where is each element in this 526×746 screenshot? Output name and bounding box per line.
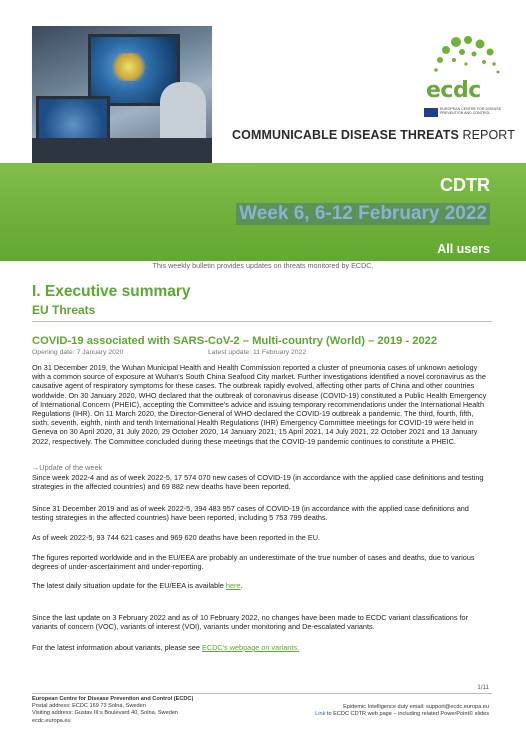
opening-date: Opening date: 7 January 2020 <box>32 349 124 356</box>
threat-title: COVID-19 associated with SARS-CoV-2 – Multi-country (World) – 2019 - 2022 <box>32 335 438 347</box>
footer-cdtr-link[interactable]: Link <box>315 711 326 718</box>
banner-week: Week 6, 6-12 February 2022 <box>236 203 490 225</box>
update-paragraph-5 <box>32 581 492 590</box>
update-paragraph-3: As of week 2022-5, 93 744 621 cases and 969 620 deaths have been reported in the EU. <box>32 533 321 542</box>
ecdc-logo <box>396 30 506 116</box>
header-photo <box>32 26 212 164</box>
banner-code: CDTR <box>440 175 490 195</box>
situation-update-text: The latest daily situation update for the EU/EEA is available <box>32 581 226 590</box>
update-paragraph-4: The figures reported worldwide and in the EU/EEA are probably an underestimate of the true number of cases and deaths, due to various degrees of under-ascertainment and under-reporting. <box>32 553 475 572</box>
latest-update: Latest update: 11 February 2022 <box>208 349 307 356</box>
page-number: 1/11 <box>477 684 489 691</box>
report-title-rest: REPORT <box>462 128 515 142</box>
update-paragraph-2: Since 31 December 2019 and as of week 2022-5, 394 483 957 cases of COVID-19 (in accordance with the applied case definitions and testing strategies in the affected countries) have been reported, including 5 753 799 deaths. <box>32 504 469 523</box>
variants-text: For the latest information about variants, please see <box>32 643 202 652</box>
bulletin-intro: This weekly bulletin provides updates on threats monitored by ECDC. <box>152 261 374 270</box>
green-banner <box>0 163 526 261</box>
footer-address <box>32 696 193 725</box>
desk-image <box>32 138 212 164</box>
footer-duty-email: Epidemic Intelligence duty email: support@ecdc.europa.eu <box>343 704 489 710</box>
situation-update-link[interactable]: here <box>225 581 241 590</box>
banner-audience: All users <box>437 242 490 256</box>
footer-postal: Postal address: ECDC 169 73 Solna, Sweden <box>32 703 146 710</box>
footer-visiting: Visiting address: Gustav III:s Boulevard 40, Solna, Sweden <box>32 710 179 717</box>
eu-flag-icon <box>424 108 438 117</box>
footer-web[interactable]: ecdc.europa.eu <box>32 717 71 724</box>
footer-org: European Centre for Disease Prevention and Control (ECDC) <box>32 696 194 702</box>
situation-update-end: . <box>240 581 243 590</box>
footer-link-text: to ECDC CDTR web page – including related PowerPoint© slides <box>325 711 489 718</box>
section-subheading: EU Threats <box>32 303 96 317</box>
section-divider <box>32 321 492 322</box>
variants-webpage-link[interactable]: ECDC's webpage on variants. <box>201 643 300 652</box>
report-title <box>232 128 515 142</box>
logo-subtitle: EUROPEAN CENTRE FOR DISEASE PREVENTION AND CONTROL <box>440 107 502 115</box>
report-title-bold: COMMUNICABLE DISEASE THREATS <box>232 128 459 142</box>
footer-contact <box>315 704 489 718</box>
footer-divider <box>32 693 492 694</box>
logo-wordmark: ecdc <box>426 78 481 103</box>
update-of-week-heading: →Update of the week <box>32 463 103 472</box>
update-paragraph-7 <box>32 643 492 652</box>
update-paragraph-6: Since the last update on 3 February 2022 and as of 10 February 2022, no changes have been made to ECDC variant classifications for variants of concern (VOC), variants of interest (VOI), variants under monitoring and De-escalated variants. <box>32 613 469 632</box>
threat-background-paragraph: On 31 December 2019, the Wuhan Municipal Health and Health Commission reported a cluster of pneumonia cases of unknown aetiology with a common source of exposure at Wuhan's South China Seafood City market. Further investigations identified a novel coronavirus as the causative agent of respiratory symptoms for these cases. The outbreak rapidly evolved, affecting other parts of China and other countries worldwide. On 30 January 2020, WHO declared that the outbreak of coronavirus disease (COVID-19) constituted a Public Health Emergency of International Concern (PHEIC), accepting the Committee's advice and issuing temporary recommendations under the International Health Regulations (IHR). On 11 March 2020, the Director-General of WHO declared the COVID-19 outbreak a pandemic. The third, fourth, fifth, sixth, seventh, eighth, ninth and tenth International Health Regulations (IHR) Emergency Committee meetings for COVID-19 were held in Geneva on 30 April 2020, 31 July 2020, 29 October 2020, 14 January 2021, 15 April 2021, 14 July 2021, 22 October 2021 and 13 January 2022, respectively. The Committee concluded during these meetings that the COVID-19 pandemic continues to constitute a PHEIC. <box>32 363 487 446</box>
section-heading: I. Executive summary <box>32 283 191 300</box>
update-paragraph-1: Since week 2022-4 and as of week 2022-5, 17 574 070 new cases of COVID-19 (in accordance with the applied case definitions and testing strategies in the affected countries) and 69 882 new deaths have been reported. <box>32 473 484 492</box>
threat-dates <box>32 349 307 356</box>
